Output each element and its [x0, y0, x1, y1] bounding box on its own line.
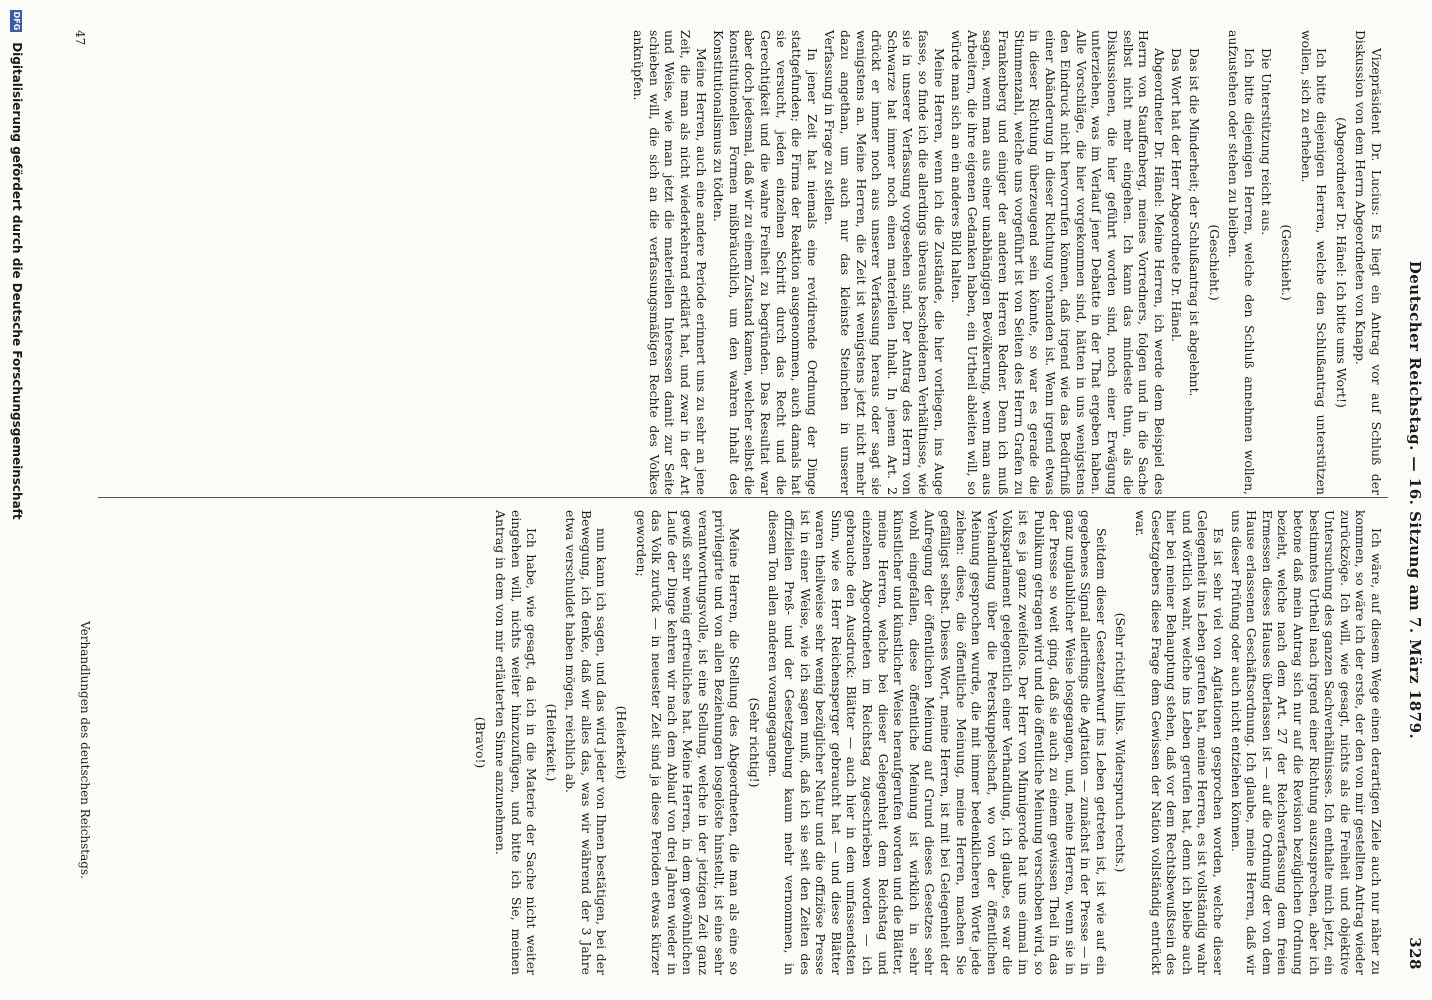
- paragraph: Ich wäre, auf diesem Wege einen derartigen Ziele auch nur näher zu kommen, so wäre ich der erste, der den von mir gestellten Antrag wieder zurückzöge. Ich will, wie gesagt, nichts als die Freiheit und objektive Untersuchung des ganzen Sachverhältnisses. Ich enthalte mich jetzt, ein bestimmtes Urtheil nach irgend einer Richtung auszusprechen, aber ich betone daß mein Antrag sich nur auf die Revision bezüglichen Ordnung bezieht, welche nach dem Art. 27 der Reichsverfassung dem freien Ermessen dieses Hauses überlassen ist — auf die Ordnung der von dem Hause erlassenen Geschäftsordnung. Ich glaube, meine Herren, daß wir uns dieser Prüfung oder auch nicht entziehen können.: [1228, 510, 1384, 975]
- page-header: [1394, 30, 1424, 970]
- left-column: [54, 30, 1384, 495]
- paragraph: Seitdem dieser Gesetzentwurf ins Leben getreten ist, ist wie auf ein gegebenes Signal allerdings die Agitation — zunächst in der Presse — in ganz unglaublicher Weise losgegangen, und, meine Herren, wenn sie in der Presse so weit ging, daß sie auch zu einem gewissen Theil in das Publikum getragen wird und die öffentliche Meinung verschoben wird, so ist es ja ganz zweifellos. Der Herr von Minnigerode hat uns einmal im Volksparlament gelegentlich einer Verhandlung, ich glaube, es war die Verhandlung über die Peterskuppelschaft, wo von der öffentlichen Meinung gesprochen wurde, die mit immer bedenklicheren Worte jede ziehen: diese, die öffentliche Meinung, meine Herren, machen Sie gefälligst selbst. Dieses Wort, meine Herren, ist mit bei Gelegenheit der Aufregung der öffentlichen Meinung auf Grund dieses Gesetzes sehr wohl eingefallen, diese öffentliche Meinung ist wirklich in sehr künstlicher und künstlicher Weise heraufgerufen worden und die Blätter, meine Herren, welche bei dieser Gelegenheit dem Reichstag und einzelnen Abgeordneten im Reichstag zugeschrieben worden — ich gebrauche den Ausdruck: Blätter — auch hier in dem umfassendsten Sinn, wie es Herr Reichensperger gebraucht hat — und diese Blätter waren theilweise sehr wenig bezüglicher Natur und die offiziöse Presse ist in einer Weise, wie ich sagen muß, daß ich sie seit den Zeiten des offiziellen Preß- und der Gesetzgebung kaum mehr vernommen, in diesem Ton allen anderen vorangegangen.: [766, 510, 1109, 975]
- paragraph: Meine Herren, die Stellung des Abgeordneten, die man als eine so privilegirte und von allen Beziehungen losgelöste hinstellt, ist eine sehr verantwortungsvolle, ist eine Stellung, welche in der jetzigen Zeit ganz gewiß sehr wenig erfreuliches hat. Meine Herren, in dem gewöhnlichen Laufe der Dinge kehren wir nach dem Ablauf von drei Jahren wieder in das Volk zurück — in neuester Zeit sind ja diese Perioden etwas kürzer geworden;: [633, 510, 743, 975]
- paragraph: Ich bitte diejenigen Herren, welche den Schlußantrag unterstützen wollen, sich zu erheben.: [1298, 30, 1330, 495]
- column-divider: [98, 497, 1388, 498]
- paragraph: Ich bitte diejenigen Herren, welche den Schluß annehmen wollen, aufzustehen oder stehen zu bleiben.: [1226, 30, 1257, 495]
- running-head: Deutscher Reichstag. — 16. Sitzung am 7. März 1879.: [1406, 260, 1424, 740]
- digitization-note: [10, 10, 24, 520]
- interjection: (Heiterkeit.): [543, 703, 559, 782]
- paragraph: In jener Zeit hat niemals eine revidirende Ordnung der Dinge stattgefunden; die Firma der Reaktion ausgenommen, auch damals hat sie versucht, jeden einzelnen Schritt durch das Recht und die Gerechtigkeit und die wahre Freiheit zu begründen. Das Resultat war aber doch jedesmal, daß wir zu einem Zustand kamen, welcher selbst die konstitutionellen Formen mißbräuchlich, um den wahren Inhalt des Konstitutionalismus zu tödten.: [711, 30, 820, 495]
- paragraph: Das ist die Minderheit; der Schlußantrag ist abgelehnt.: [1187, 48, 1203, 397]
- paragraph: Meine Herren, wenn ich die Zustände, die hier vorliegen, ins Auge fasse, so finde ich die allerdings überaus bescheidenen Verhältnisse, wie sie in unserer Verfassung vorgesehen sind. Der Antrag des Herrn von Schwarze hat immer noch einen materiellen Inhalt. In jenem Art. 2 drückt er immer noch aus unserer Verfassung heraus oder sagt sie wenigstens an. Meine Herren, die Zeit ist wenigstens jetzt nicht mehr dazu angethan, um auch nur das kleinste Steinchen in unserer Verfassung in Frage zu stellen.: [822, 30, 947, 495]
- column-number: 47: [73, 30, 87, 46]
- paragraph: Ich habe, wie gesagt, da ich in die Materie der Sache nicht weiter eingehen will, nichts weiter hinzuzufügen, und bitte ich Sie, meinen Antrag in dem von mir erläuterten Sinne anzunehmen.: [492, 510, 540, 975]
- interjection: (Sehr richtig!): [746, 697, 762, 788]
- paragraph: nun kann ich sagen, und das wird jeder von Ihnen bestätigen, bei der Bewegung, ich denke, daß wir alles das, was wir während der 3 Jahre etwa verschuldet haben mögen, reichlich ab.: [563, 510, 610, 975]
- footer-caption: Verhandlungen des deutschen Reichstags.: [78, 621, 92, 879]
- interjection: (Abgeordneter Dr. Hänel: Ich bitte ums Wort!): [1333, 117, 1349, 408]
- digitization-text: Digitalisierung gefördert durch die Deutsche Forschungsgemeinschaft: [10, 42, 24, 520]
- interjection: (Sehr richtig! links. Widerspruch rechts.): [1113, 612, 1129, 873]
- right-column: [54, 510, 1384, 975]
- interjection: (Bravo!): [473, 716, 489, 769]
- dfg-logo: DFG: [12, 11, 22, 31]
- paragraph: Meine Herren, auch eine andere Periode erinnert uns zu sehr an jene Zeit, die man als nicht wiederkehrend erklärt hat, und zwar in der Art und Weise, wie man jetzt die materiellen Interessen damit zur Seite schieben will, die sich an die verfassungsmäßigen Rechte des Volkes anknüpfen.: [631, 30, 709, 495]
- interjection: (Geschieht.): [1279, 224, 1295, 301]
- paragraph: Abgeordneter Dr. Hänel: Meine Herren, ich werde dem Beispiel des Herrn von Stauffenberg, meines Vorredners, folgen und in die Sache selbst nicht mehr eingehen. Ich kann das mindeste thun, als die Diskussionen, die hier geführt worden sind, noch einer Erwägung unterziehen, was im Verlauf jener Debatte in der That ergeben haben. Alle Vorschläge, die hier vorgekommen sind, hätten in uns wenigstens den Eindruck nicht hervorrufen können, daß irgend wie das Bedürfniß einer Abänderung in dieser Richtung vorhanden ist. Wenn irgend etwas in dieser Richtung überzeugend sein könnte, so war es gerade die Stimmenzahl, welche uns vorgeführt ist von Seiten des Herrn Grafen zu Frankenberg und einiger der anderen Herren Redner. Denn ich muß sagen, wenn man aus einer unabhängigen Bevölkerung, wenn man aus Arbeitern, die ihre eigenen Gedanken haben, ein Urtheil ableiten will, so würde man sich an ein anderes Bild halten.: [949, 30, 1167, 495]
- page-number: 328: [1406, 937, 1424, 970]
- paragraph: Die Unterstützung reicht aus.: [1259, 48, 1275, 236]
- paragraph: Vizepräsident Dr. Lucius: Es liegt ein Antrag vor auf Schluß der Diskussion von dem Herrn Abgeordneten von Knapp.: [1353, 30, 1384, 495]
- paragraph: Das Wort hat der Herr Abgeordnete Dr. Hänel.: [1169, 48, 1185, 342]
- interjection: (Geschieht.): [1206, 224, 1222, 301]
- paragraph: Es ist sehr viel von Agitationen gesprochen worden, welche dieser Gelegenheit ins Leben gerufen hat, meine Herren, es ist vollständig wahr und wörtlich wahr, welche ins Leben gerufen hat, denn ich bleibe auch hier bei meiner Behauptung stehen, daß vor dem Rechtsbewußtsein des Gesetzgebers diese Frage dem Gewissen der Nation vollständig entrückt war.: [1133, 510, 1227, 975]
- interjection: (Heiterkeit): [614, 705, 630, 780]
